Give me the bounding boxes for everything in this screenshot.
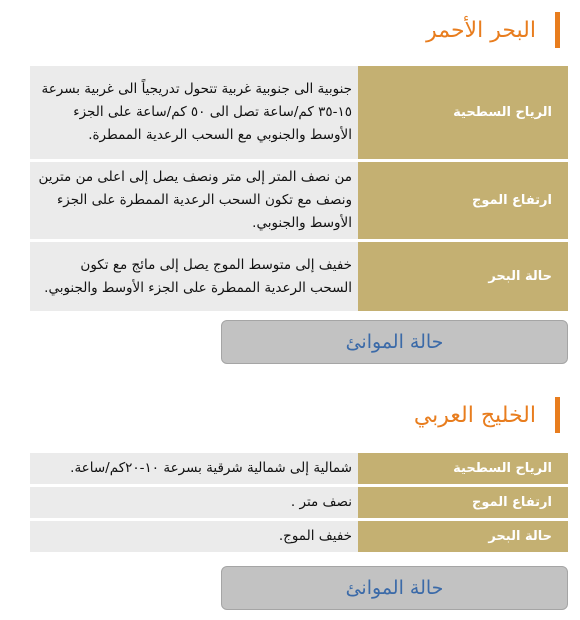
row-label: حالة البحر xyxy=(358,242,568,311)
arabian-gulf-table xyxy=(30,450,568,555)
row-value: نصف متر . xyxy=(30,487,358,518)
heading-accent-bar xyxy=(555,397,560,433)
row-value: خفيف إلى متوسط الموج يصل إلى مائج مع تكون السحب الرعدية الممطرة على الجزء الأوسط والجنوبي. xyxy=(30,242,358,311)
table-row xyxy=(30,66,568,159)
row-label: ارتفاع الموج xyxy=(358,162,568,239)
table-row xyxy=(30,521,568,552)
arabian-gulf-heading xyxy=(414,397,560,433)
table-row xyxy=(30,453,568,484)
arabian-gulf-title: الخليج العربي xyxy=(413,402,536,428)
row-value: جنوبية الى جنوبية غربية تتحول تدريجياً الى غربية بسرعة ١٥-٣٥ كم/ساعة تصل الى ٥٠ كم/ساعة على الجزء الأوسط والجنوبي مع السحب الرعدية الممطرة. xyxy=(30,66,358,159)
red-sea-heading xyxy=(426,12,560,48)
row-value: خفيف الموج. xyxy=(30,521,358,552)
table-row xyxy=(30,242,568,311)
red-sea-ports-status-button[interactable]: حالة الموانئ xyxy=(221,320,568,364)
table-row xyxy=(30,487,568,518)
row-value: من نصف المتر إلى متر ونصف يصل إلى اعلى من مترين ونصف مع تكون السحب الرعدية الممطرة على الجزء الأوسط والجنوبي. xyxy=(30,162,358,239)
row-label: ارتفاع الموج xyxy=(358,487,568,518)
heading-accent-bar xyxy=(555,12,560,48)
red-sea-title: البحر الأحمر xyxy=(426,17,536,43)
row-label: حالة البحر xyxy=(358,521,568,552)
arabian-gulf-ports-status-button[interactable]: حالة الموانئ xyxy=(221,566,568,610)
table-row xyxy=(30,162,568,239)
red-sea-table xyxy=(30,63,568,314)
row-label: الرياح السطحية xyxy=(358,66,568,159)
row-label: الرياح السطحية xyxy=(358,453,568,484)
row-value: شمالية إلى شمالية شرقية بسرعة ١٠-٢٠كم/ساعة. xyxy=(30,453,358,484)
